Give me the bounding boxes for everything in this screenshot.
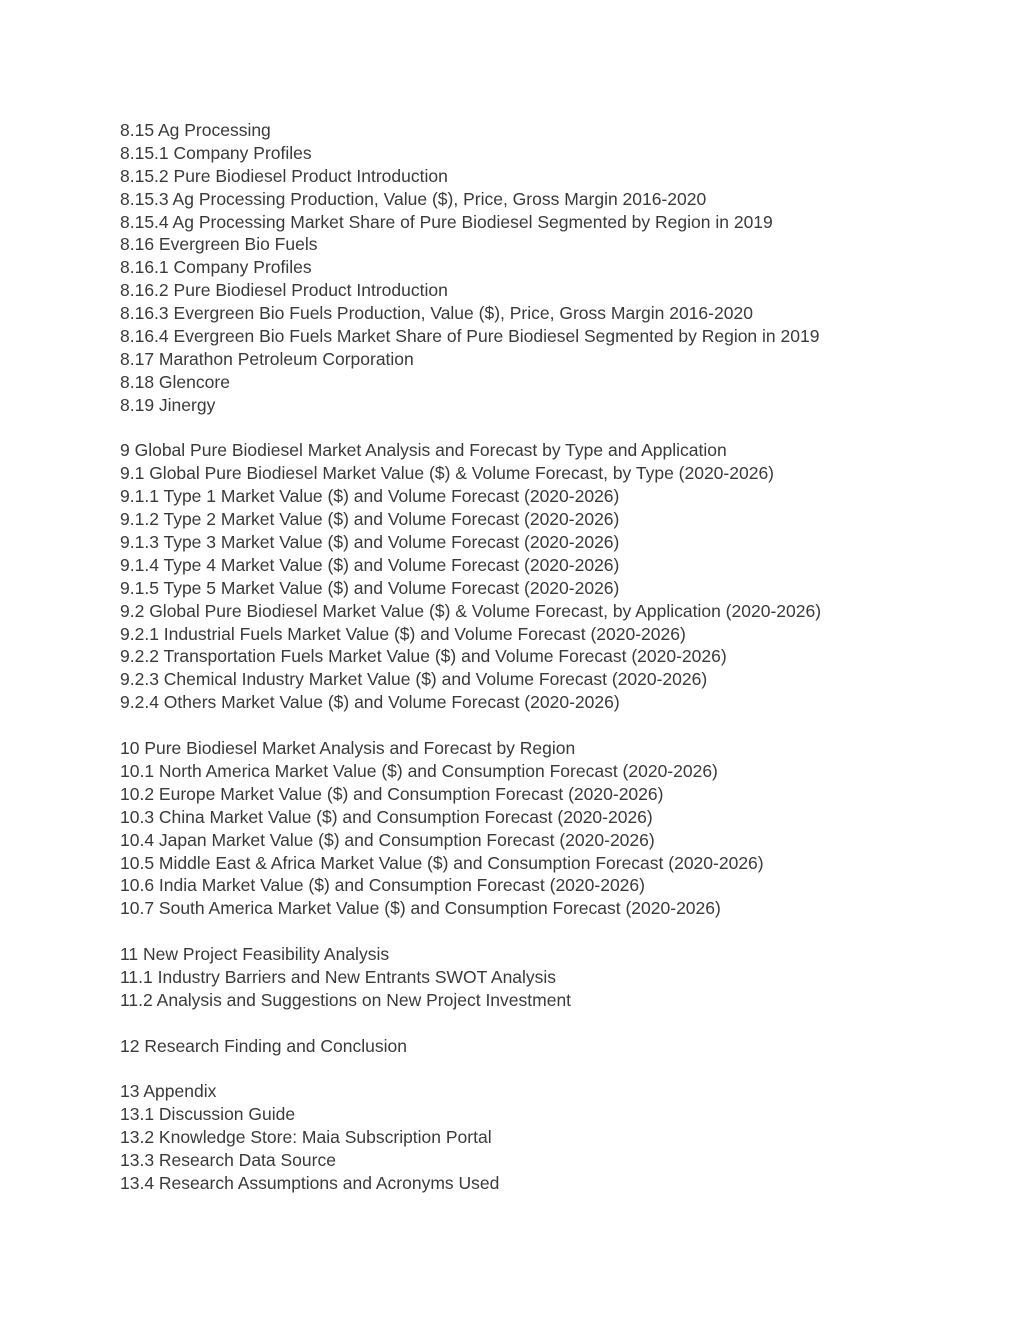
toc-entry: 8.16 Evergreen Bio Fuels — [120, 234, 318, 255]
toc-entry: 13.4 Research Assumptions and Acronyms Used — [120, 1172, 500, 1193]
toc-entry: 8.15.1 Company Profiles — [120, 142, 312, 163]
toc-entry: 8.17 Marathon Petroleum Corporation — [120, 348, 414, 369]
toc-entry: 9.1.2 Type 2 Market Value ($) and Volume Forecast (2020-2026) — [120, 509, 620, 530]
toc-section — [120, 119, 1000, 417]
toc-entry: 9.2.1 Industrial Fuels Market Value ($) and Volume Forecast (2020-2026) — [120, 623, 686, 644]
toc-entry: 9.2.4 Others Market Value ($) and Volume Forecast (2020-2026) — [120, 692, 620, 713]
toc-entry: 9.2 Global Pure Biodiesel Market Value ($) & Volume Forecast, by Application (2020-2026) — [120, 600, 822, 621]
toc-entry: 11.2 Analysis and Suggestions on New Project Investment — [120, 989, 572, 1010]
toc-entry: 8.15.2 Pure Biodiesel Product Introduction — [120, 165, 448, 186]
toc-entry: 8.15 Ag Processing — [120, 120, 271, 140]
toc-entry: 9.1.5 Type 5 Market Value ($) and Volume Forecast (2020-2026) — [120, 577, 620, 598]
toc-entry: 8.16.1 Company Profiles — [120, 257, 312, 278]
toc-entry: 10.4 Japan Market Value ($) and Consumption Forecast (2020-2026) — [120, 829, 655, 850]
toc-entry: 10.3 China Market Value ($) and Consumption Forecast (2020-2026) — [120, 806, 653, 827]
toc-entry: 9.2.3 Chemical Industry Market Value ($) and Volume Forecast (2020-2026) — [120, 669, 708, 690]
toc-entry: 11.1 Industry Barriers and New Entrants SWOT Analysis — [120, 966, 557, 987]
toc-entry: 9.1.3 Type 3 Market Value ($) and Volume Forecast (2020-2026) — [120, 532, 620, 553]
toc-section — [120, 1080, 1000, 1194]
toc-entry: 9.2.2 Transportation Fuels Market Value ($) and Volume Forecast (2020-2026) — [120, 646, 727, 667]
toc-entry: 8.15.3 Ag Processing Production, Value ($), Price, Gross Margin 2016-2020 — [120, 188, 707, 209]
toc-section — [120, 737, 1000, 920]
toc-entry: 8.16.4 Evergreen Bio Fuels Market Share of Pure Biodiesel Segmented by Region in 2019 — [120, 326, 820, 347]
toc-entry: 8.19 Jinergy — [120, 394, 216, 415]
toc-entry: 9.1 Global Pure Biodiesel Market Value ($) & Volume Forecast, by Type (2020-2026) — [120, 463, 775, 484]
toc-entry: 8.18 Glencore — [120, 371, 230, 392]
toc-heading: 10 Pure Biodiesel Market Analysis and Forecast by Region — [120, 738, 576, 759]
toc-heading: 13 Appendix — [120, 1081, 217, 1102]
toc-heading: 11 New Project Feasibility Analysis — [120, 944, 390, 965]
toc-entry: 8.16.3 Evergreen Bio Fuels Production, Value ($), Price, Gross Margin 2016-2020 — [120, 303, 753, 324]
toc-entry: 9.1.1 Type 1 Market Value ($) and Volume Forecast (2020-2026) — [120, 486, 620, 507]
toc-heading: 12 Research Finding and Conclusion — [120, 1035, 407, 1056]
toc-entry: 13.1 Discussion Guide — [120, 1104, 296, 1125]
toc-section — [120, 439, 1000, 714]
toc-entry: 13.3 Research Data Source — [120, 1150, 336, 1171]
toc-entry: 10.2 Europe Market Value ($) and Consumption Forecast (2020-2026) — [120, 783, 664, 804]
toc-entry: 13.2 Knowledge Store: Maia Subscription Portal — [120, 1127, 492, 1148]
toc-section — [120, 943, 1000, 1012]
document-page — [120, 119, 1000, 1218]
toc-entry: 10.5 Middle East & Africa Market Value ($) and Consumption Forecast (2020-2026) — [120, 852, 764, 873]
toc-entry: 9.1.4 Type 4 Market Value ($) and Volume Forecast (2020-2026) — [120, 554, 620, 575]
toc-entry: 10.7 South America Market Value ($) and Consumption Forecast (2020-2026) — [120, 898, 721, 919]
toc-entry: 10.6 India Market Value ($) and Consumption Forecast (2020-2026) — [120, 875, 645, 896]
toc-entry: 10.1 North America Market Value ($) and Consumption Forecast (2020-2026) — [120, 760, 718, 781]
toc-heading: 9 Global Pure Biodiesel Market Analysis and Forecast by Type and Application — [120, 440, 727, 461]
toc-entry: 8.16.2 Pure Biodiesel Product Introduction — [120, 280, 448, 301]
toc-section — [120, 1035, 1000, 1058]
toc-entry: 8.15.4 Ag Processing Market Share of Pure Biodiesel Segmented by Region in 2019 — [120, 211, 773, 232]
